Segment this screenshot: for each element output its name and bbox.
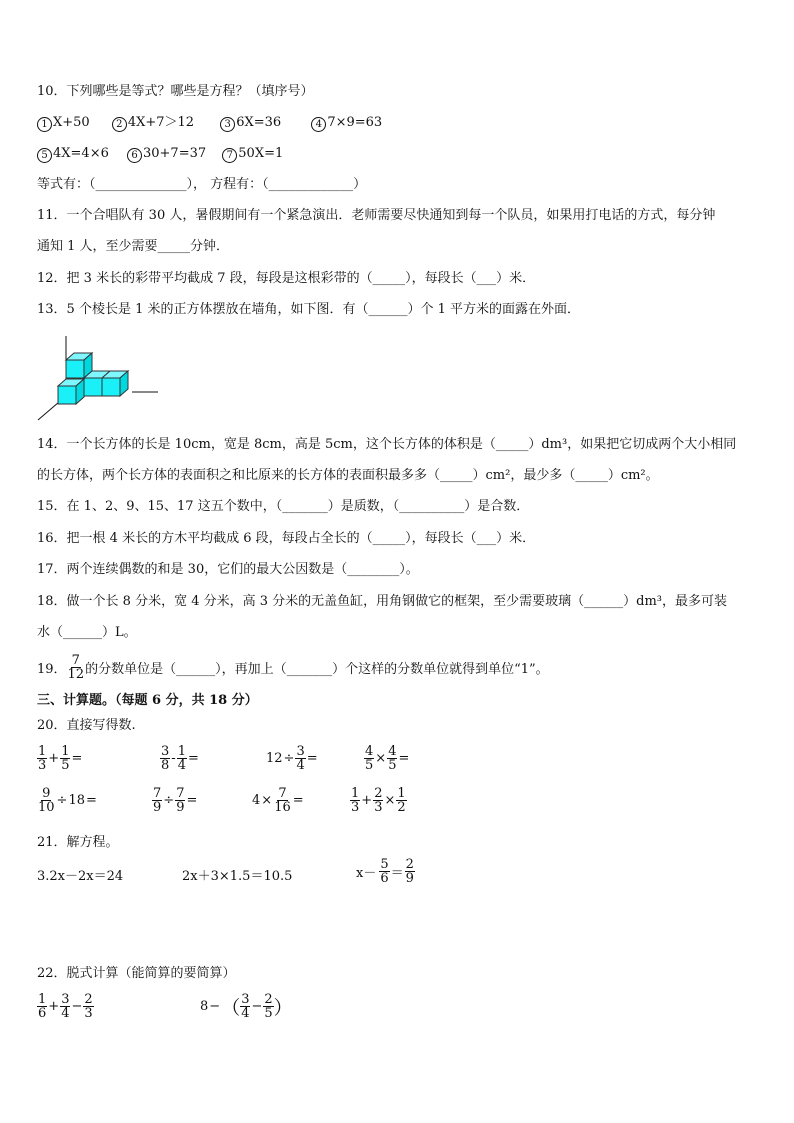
q20-expr-4: $\frac{4}{5}$ × $\frac{4}{5}$ = <box>365 744 410 773</box>
q10-title: 10．下列哪些是等式？哪些是方程？（填序号） <box>37 84 314 99</box>
q19-rest: 的分数单位是（______），再加上（_______）个这样的分数单位就得到单位“1”。 <box>85 662 549 677</box>
q20-expr-7: 4 × $\frac{7}{16}$ = <box>252 786 304 815</box>
q10-items-row2 <box>37 146 283 163</box>
q12-line1: 12．把 3 米长的彩带平均截成 7 段，每段是这根彩带的（_____），每段长（___）米． <box>37 271 536 286</box>
q10-item-4: 4 7×9=63 <box>311 115 382 130</box>
q20-expr-6: $\frac{7}{9}$ ÷ $\frac{7}{9}$ = <box>153 786 198 815</box>
q14-line2: 的长方体，两个长方体的表面积之和比原来的长方体的表面积最多多（_____）cm²，最少多（_____）cm²。 <box>37 468 659 483</box>
q16-line1: 16．把一根 4 米长的方木平均截成 6 段，每段占全长的（_____），每段长（___）米． <box>37 531 536 546</box>
q11-line1: 11．一个合唱队有 30 人，暑假期间有一个紧急演出．老师需要尽快通知到每一个队员，如果用打电话的方式，每分钟 <box>37 208 716 223</box>
q20-title: 20．直接写得数. <box>37 718 136 733</box>
q10-item-6: 6 30+7=37 <box>127 146 206 161</box>
q22-expr-2: 8 − （ $\frac{3}{4}$ − $\frac{2}{5}$ ） <box>200 992 293 1021</box>
q13-line1: 13．5 个棱长是 1 米的正方体摆放在墙角，如下图．有（______）个 1 平方米的面露在外面． <box>37 302 581 317</box>
q11-line2: 通知 1 人，至少需要_____分钟． <box>37 239 230 254</box>
q10-item-7: 7 50X=1 <box>222 146 283 161</box>
q18-line2: 水（______）L。 <box>37 625 137 640</box>
q10-item-5: 5 4X=4×6 <box>37 146 109 161</box>
q21-eq3: x－ $\frac{5}{6}$ ＝ $\frac{2}{9}$ <box>356 857 414 886</box>
q10-items-row1 <box>37 115 382 132</box>
q21-title: 21．解方程。 <box>37 835 119 850</box>
q10-item-2: 2 4X+7＞12 <box>112 115 194 130</box>
q20-expr-2: $\frac{3}{8}$ - $\frac{1}{4}$ = <box>161 744 199 773</box>
q14-line1: 14．一个长方体的长是 10cm，宽是 8cm，高是 5cm，这个长方体的体积是（_____）dm³，如果把它切成两个大小相同 <box>37 437 737 452</box>
q17-line1: 17．两个连续偶数的和是 30，它们的最大公因数是（________）。 <box>37 562 419 577</box>
q20-expr-3: 12 ÷ $\frac{3}{4}$ = <box>266 744 318 773</box>
q19-prefix: 19． <box>37 662 67 677</box>
q22-expr-1: $\frac{1}{6}$ + $\frac{3}{4}$ − $\frac{2}{3}$ <box>38 992 93 1021</box>
q21-eq2: 2x＋3×1.5＝10.5 <box>182 869 293 884</box>
q15-line1: 15．在 1、2、9、15、17 这五个数中，（_______）是质数，（__________）是合数． <box>37 499 530 514</box>
q10-item-1: 1 X+50 <box>37 115 90 130</box>
q19-fraction: $\frac{7}{12}$ <box>67 653 85 682</box>
cube-figure <box>36 328 162 422</box>
q18-line1: 18．做一个长 8 分米，宽 4 分米，高 3 分米的无盖鱼缸，用角钢做它的框架，至少需要玻璃（______）dm³，最多可装 <box>37 594 728 609</box>
q19-line <box>37 654 549 681</box>
q10-answer-line: 等式有：（______________）， 方程有：（_____________） <box>37 177 367 192</box>
section3-title: 三、计算题。（每题 6 分，共 18 分） <box>37 693 258 708</box>
q20-expr-5: $\frac{9}{10}$ ÷ 18 = <box>38 786 97 815</box>
q21-eq1: 3.2x－2x＝24 <box>37 869 124 884</box>
q20-expr-1: $\frac{1}{3}$ + $\frac{1}{5}$ = <box>38 744 83 773</box>
q10-item-3: 3 6X=36 <box>220 115 281 130</box>
q20-expr-8: $\frac{1}{3}$ + $\frac{2}{3}$ × $\frac{1}{2}$ <box>351 786 406 815</box>
q22-title: 22．脱式计算（能简算的要简算） <box>37 966 236 981</box>
